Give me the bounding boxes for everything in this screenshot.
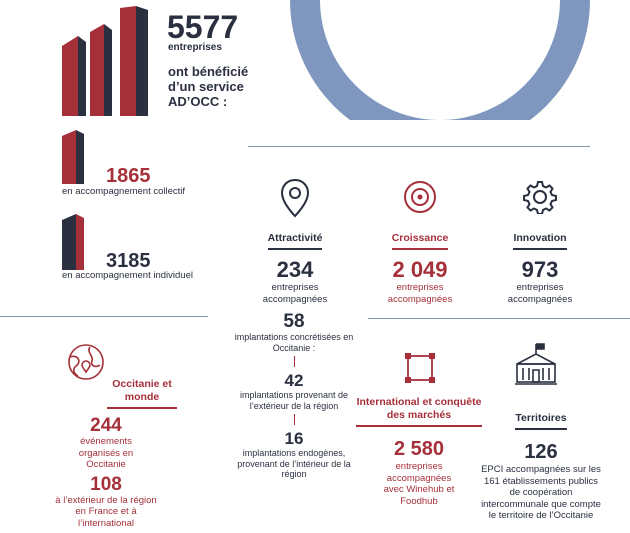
pillar-title: Croissance [392, 232, 449, 250]
implantations-block [226, 312, 362, 480]
occitanie-title: Occitanie et monde [107, 378, 177, 409]
pillar-title: Innovation [513, 232, 566, 250]
territoires-title: Territoires [515, 412, 566, 430]
international-block [356, 396, 482, 507]
territoires-value: 126 [524, 441, 558, 463]
total-caption: ont bénéficié d’un service AD’OCC : [168, 64, 249, 109]
international-title: International et conquête des marchés [356, 396, 482, 427]
occitanie-events-value: 244 [90, 415, 122, 436]
gear-icon [523, 180, 557, 214]
skyline-illustration [62, 6, 158, 116]
rule-left [0, 316, 208, 317]
territoires-label: EPCI accompagnées sur les 161 établissements publics de coopération intercommunale que compte le territoire de l’Occitanie [481, 464, 601, 521]
occitanie-abroad-label: à l’extérieur de la région en France et à l’international [55, 494, 157, 529]
location-pin-icon [280, 178, 310, 218]
occitanie-block [100, 378, 184, 409]
town-hall-icon [513, 342, 559, 388]
total-value: 5577 [167, 9, 239, 45]
individual-value: 3185 [106, 250, 151, 272]
target-icon [403, 180, 437, 214]
pillar-label: entreprises accompagnées [507, 282, 573, 305]
rule-top [248, 146, 590, 147]
implantations-total-label: implantations concrétisées en Occitanie : [234, 332, 354, 353]
implantations-endogenous-label: implantations endogènes, provenant de l’intérieur de la région [237, 448, 351, 479]
pillar-innovation [485, 228, 595, 305]
implantations-external-value: 42 [284, 371, 304, 390]
implantations-endogenous-value: 16 [284, 429, 304, 448]
collective-label: en accompagnement collectif [62, 186, 186, 197]
pillar-value: 234 [276, 257, 314, 282]
separator [294, 356, 295, 367]
occitanie-stats [50, 416, 162, 529]
pillar-attractivite [240, 228, 350, 305]
international-label: entreprises accompagnées avec Winehub et Foodhub [383, 461, 455, 507]
separator [294, 414, 295, 425]
pillar-label: entreprises accompagnées [262, 282, 328, 305]
territoires-block [476, 408, 606, 522]
occitanie-events-label: événements organisés en Occitanie [78, 436, 134, 470]
pillar-value: 973 [521, 257, 559, 282]
tower-collective-illustration [62, 128, 86, 184]
rule-right [368, 318, 630, 319]
implantations-total-value: 58 [283, 311, 305, 332]
implantations-external-label: implantations provenant de l’extérieur de la région [239, 390, 349, 411]
international-value: 2 580 [393, 438, 445, 460]
tower-individual-illustration [62, 214, 86, 270]
expand-frame-icon [402, 350, 438, 386]
pillar-label: entreprises accompagnées [387, 282, 453, 305]
individual-label: en accompagnement individuel [62, 270, 193, 281]
decorative-ring [290, 0, 630, 120]
occitanie-abroad-value: 108 [90, 473, 122, 495]
pillar-croissance [365, 228, 475, 305]
pillar-value: 2 049 [392, 257, 448, 282]
collective-value: 1865 [106, 165, 151, 187]
total-unit: entreprises [168, 42, 222, 53]
globe-pin-icon [66, 342, 106, 382]
pillar-title: Attractivité [268, 232, 323, 250]
